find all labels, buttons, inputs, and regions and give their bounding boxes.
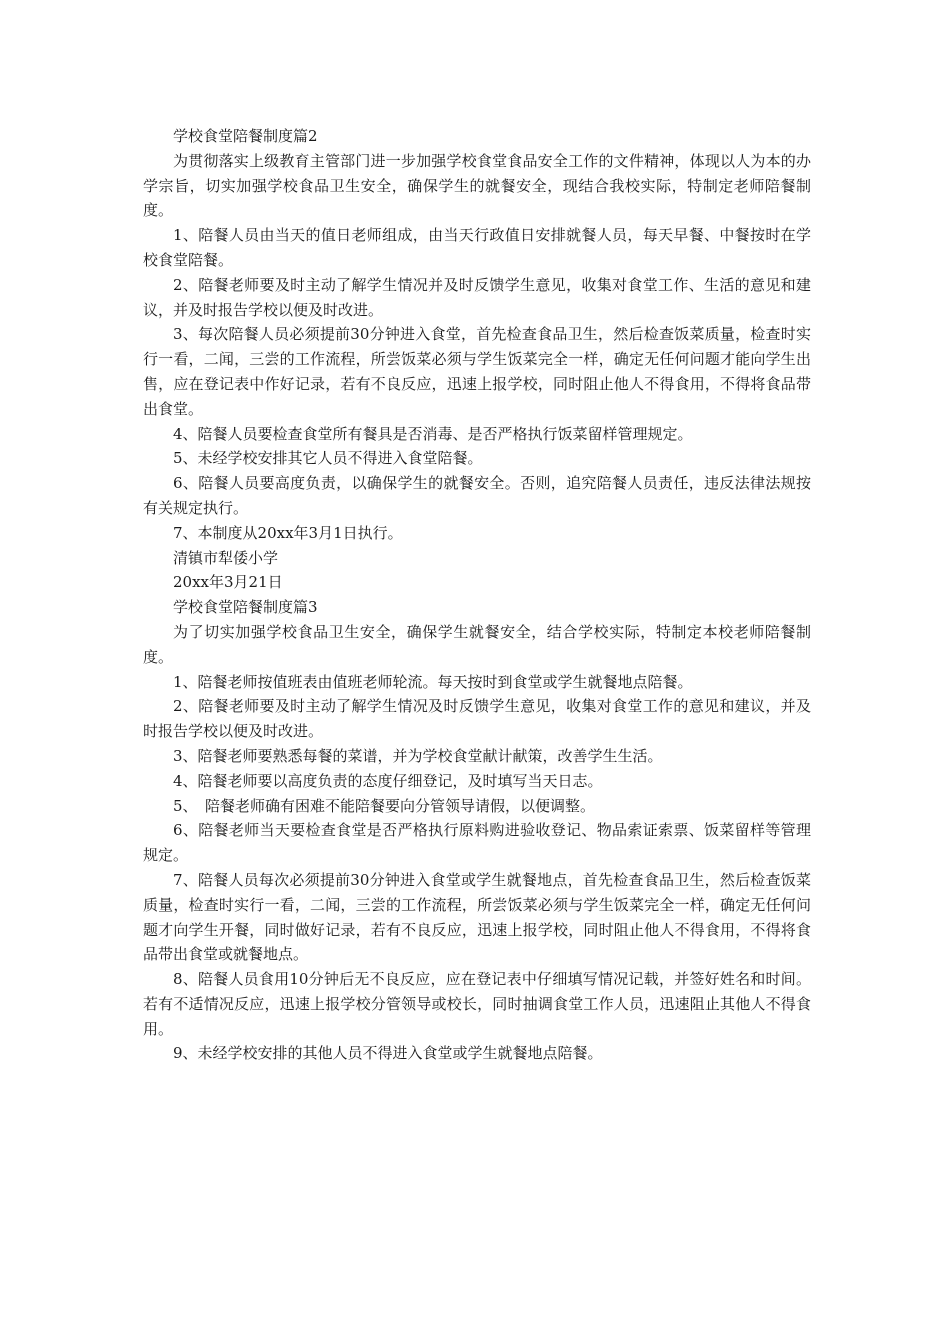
paragraph: 3、陪餐老师要熟悉每餐的菜谱，并为学校食堂献计献策，改善学生生活。 — [173, 746, 663, 765]
section-title: 学校食堂陪餐制度篇3 — [173, 598, 318, 617]
paragraph: 6、陪餐老师当天要检查食堂是否严格执行原料购进验收登记、物品索证索票、饭菜留样等管理规定。 — [143, 821, 811, 865]
paragraph: 4、陪餐老师要以高度负责的态度仔细登记，及时填写当天日志。 — [173, 771, 603, 790]
paragraph: 5、 陪餐老师确有困难不能陪餐要向分管领导请假，以便调整。 — [173, 796, 596, 815]
document-body — [143, 124, 811, 1066]
paragraph: 1、陪餐老师按值班表由值班老师轮流。每天按时到食堂或学生就餐地点陪餐。 — [173, 672, 693, 691]
paragraph: 1、陪餐人员由当天的值日老师组成，由当天行政值日安排就餐人员，每天早餐、中餐按时在学校食堂陪餐。 — [143, 226, 811, 269]
paragraph: 2、陪餐老师要及时主动了解学生情况并及时反馈学生意见，收集对食堂工作、生活的意见和建议，并及时报告学校以便及时改进。 — [143, 275, 811, 319]
paragraph: 9、未经学校安排的其他人员不得进入食堂或学生就餐地点陪餐。 — [173, 1044, 603, 1063]
paragraph: 为贯彻落实上级教育主管部门进一步加强学校食堂食品安全工作的文件精神，体现以人为本的办学宗旨，切实加强学校食品卫生安全，确保学生的就餐安全，现结合我校实际，特制定老师陪餐制度。 — [143, 151, 811, 220]
paragraph: 7、陪餐人员每次必须提前30分钟进入食堂或学生就餐地点，首先检查食品卫生，然后检查饭菜质量，检查时实行一看，二闻，三尝的工作流程，所尝饭菜必须与学生饭菜完全一样，确定无任何问题才向学生开餐，同时做好记录，若有不良反应，迅速上报学校，同时阻止他人不得食用，不得将食品带出食堂或就餐地点。 — [143, 870, 811, 964]
paragraph: 8、陪餐人员食用10分钟后无不良反应，应在登记表中仔细填写情况记载，并签好姓名和时间。若有不适情况反应，迅速上报学校分管领导或校长，同时抽调食堂工作人员，迅速阻止其他人不得食用。 — [143, 970, 811, 1038]
paragraph: 4、陪餐人员要检查食堂所有餐具是否消毒、是否严格执行饭菜留样管理规定。 — [173, 424, 693, 443]
paragraph: 5、未经学校安排其它人员不得进入食堂陪餐。 — [173, 449, 483, 468]
paragraph: 6、陪餐人员要高度负责，以确保学生的就餐安全。否则，追究陪餐人员责任，违反法律法规按有关规定执行。 — [143, 474, 811, 517]
paragraph: 3、每次陪餐人员必须提前30分钟进入食堂，首先检查食品卫生，然后检查饭菜质量，检查时实行一看，二闻，三尝的工作流程，所尝饭菜必须与学生饭菜完全一样，确定无任何问题才能向学生出售，应在登记表中作好记录，若有不良反应，迅速上报学校，同时阻止他人不得食用，不得将食品带出食堂。 — [143, 325, 811, 418]
signature-school: 清镇市犁倭小学 — [173, 548, 279, 567]
section-title: 学校食堂陪餐制度篇2 — [173, 127, 318, 145]
signature-date: 20xx年3月21日 — [173, 573, 283, 592]
paragraph: 2、陪餐老师要及时主动了解学生情况及时反馈学生意见，收集对食堂工作的意见和建议，并及时报告学校以便及时改进。 — [143, 697, 811, 741]
paragraph: 7、本制度从20xx年3月1日执行。 — [173, 523, 403, 542]
paragraph: 为了切实加强学校食品卫生安全，确保学生就餐安全，结合学校实际，特制定本校老师陪餐制度。 — [143, 622, 811, 666]
